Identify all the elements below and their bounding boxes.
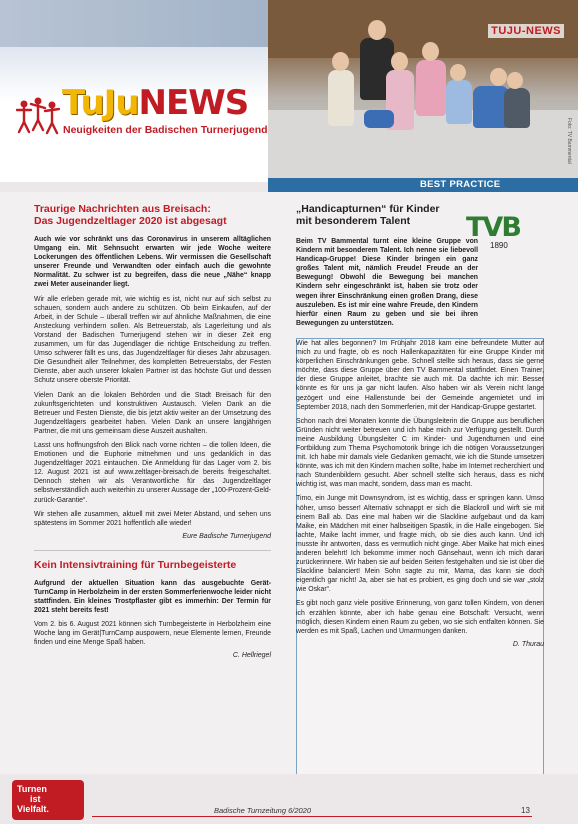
- article-headline: [34, 203, 271, 227]
- page-number: 13: [521, 806, 530, 815]
- article-lead: Beim TV Bammental turnt eine kleine Gruppe von Kindern mit besonderem Talent. Ich nenne sie liebevoll Handicap-Gruppe! Diese Kinder bringen ein ganz großes Talent mit, nämlich Freude! Freude an der Bewegung! Obwohl die Bewegung bei manchen Kindern sehr eingeschränkt ist, haben sie trotz oder wegen ihrer Einschränkung einen großen Drang, diese auszuleben. Es ist mir eine wahre Freude, den Kindern hierfür einen Raum zu geben und sie bei ihren Bewegungen zu unterstützen.: [296, 238, 478, 327]
- article-paragraph: Wie hat alles begonnen? Im Frühjahr 2018 kam eine befreundete Mutter auf mich zu und fragte, ob es noch Hallenkapazitäten für eine Gruppe Kinder mit körperlichen Einschränkungen gebe. Schnell stellte sich heraus, dass sie gerne möchte, dass diese Gruppe über den TV Bammental stattfindet. Einen Trainer, der diese Gruppe anleitet, brachte sie auch mit. Da dachte ich mir: Besser könnte es für uns ja gar nicht laufen. Also haben wir als Verein nicht lange gezögert und eine Hallenstunde bei der Gemeinde angemietet und im September 2018, nach den Sommerferien, mit der Handicap-Gruppe gestartet.: [296, 339, 544, 411]
- photo-exercise-roll: [364, 110, 394, 128]
- logo-tuju: TuJu: [62, 83, 139, 123]
- photo-floor: [268, 110, 578, 178]
- publication-title: Badische Turnzeitung 6/2020: [214, 806, 312, 815]
- logo-subtitle: Neuigkeiten der Badischen Turnerjugend: [63, 124, 268, 136]
- foot-logo-line: Turnen: [17, 784, 47, 794]
- photo-credit: Foto: TV Bammental: [566, 118, 572, 164]
- article-signature: Eure Badische Turnerjugend: [182, 532, 271, 540]
- tv-bammental-logo: [466, 214, 536, 250]
- photo-person-head: [490, 68, 507, 86]
- article-signature: C. Hellriegel: [232, 652, 271, 660]
- headline-line: „Handicapturnen“ für Kinder: [296, 203, 440, 215]
- article-lead: Auch wie vor schränkt uns das Coronavirus in unserem alltäglichen Umgang ein. Mit Sehnsucht erwarten wir jede Woche weitere Lockerungen des öffentlichen Lebens. Wir vermissen die Gesellschaft unserer Freunde und Verwandten oder einfach auch die gewohnte Normalität. Zu schwer ist zu begreifen, dass die neue „Nähe“ knapp zwei Meter auseinander liegt.: [34, 236, 271, 289]
- article-paragraph: Schon nach drei Monaten konnte die Übungsleiterin die Gruppe aus beruflichen Gründen nicht weiter betreuen und ich habe mich zur Verfügung gestellt. Durch meine Ausbildung Übungsleiter C im Kinder- und Jugendturnen und eine Fortbildung zum Thema Psychomotorik bringe ich die nötigen Voraussetzungen mit. Ich habe mir damals viele Gedanken gemacht, wie ich die Stunde umsetzen könnte, was ich mit den Kindern machen sollte, habe im Internet recherchiert und nach Stundenbildern gesucht. Aber schnell stellte sich heraus, dass es nicht wichtig ist, was man macht, sondern, dass man es macht.: [296, 417, 544, 489]
- left-column: [34, 203, 271, 669]
- tvb-mark: TVB: [466, 212, 520, 243]
- photo-person-head: [368, 20, 386, 40]
- article-paragraph: Es gibt noch ganz viele positive Erinnerung, von ganz tollen Kindern, von denen ich erzählen könnte, aber ich habe genau eine Botschaft: Versucht, wenn möglich, diesen Kindern einen Raum zu geben, wo sie sich entfalten können. Sie werden es mit Spaß, Lachen und Umarmungen danken.: [296, 600, 544, 635]
- article-signature: D. Thurau: [512, 640, 544, 648]
- right-column: [296, 203, 544, 658]
- photo-person-head: [450, 64, 466, 81]
- article-paragraph: Vielen Dank an die lokalen Behörden und die Stadt Breisach für den zukunftsgerichteten und konstruktiven Austausch. Vielen Dank an die Betreuer und Festen Dienste, die bis jetzt aktiv weiter an der Umsetzung des Jugendzeltlagers gearbeitet haben. Vielen Dank an unsere langjährigen Partner, die mit uns gemeinsam diese Auszeit aushalten.: [34, 391, 271, 435]
- photo-person-head: [332, 52, 349, 71]
- article-paragraph: Wir alle erleben gerade mit, wie wichtig es ist, nicht nur auf sich selbst zu schauen, sondern auch andere zu schützen. Ob beim Einkaufen, auf der Arbeit, in der Schule – überall treffen wir auf ähnliche Maßnahmen, die eine Ansteckung verhindern sollen. Als Betreuerstab, als Lagerleitung und als Vorstand der Badischen Turnerjugend stehen wir in dieser Zeit eng zusammen, um für das Jugendlager die richtige Entscheidung zu treffen. Umso schwerer fällt es uns, das Jugendzeltlager für dieses Jahr abzusagen. Die Gesundheit aller Teilnehmer, des kompletten Betreuerstabs, der Festen Dienste, aber auch unserer lokalen Partner ist das höchste Gut und dessen Schutz unsere oberste Priorität.: [34, 295, 271, 385]
- headline-line: Das Jugendzeltlager 2020 ist abgesagt: [34, 215, 227, 227]
- article-paragraph: Vom 2. bis 6. August 2021 können sich Turnbegeisterte in Herbolzheim eine Woche lang im Gerät|TurnCamp auspowern, neue Elemente lernen, Freunde finden und eine Menge Spaß haben.: [34, 621, 271, 647]
- tuju-news-tag: TUJU-NEWS: [488, 24, 564, 38]
- photo-person: [504, 88, 530, 128]
- section-divider: [34, 550, 271, 551]
- tvb-year: 1890: [490, 241, 508, 250]
- foot-logo-line: Vielfalt.: [17, 804, 49, 814]
- article-lead: Aufgrund der aktuellen Situation kann das ausgebuchte Gerät-TurnCamp in Herbolzheim in der ersten Sommerferienwoche leider nicht stattfinden. Ein kleines Trostpflaster gibt es immerhin: Der Termin für 2021 steht bereits fest!: [34, 579, 271, 615]
- photo-person-head: [422, 42, 439, 61]
- group-photo: [268, 0, 578, 178]
- photo-person-head: [507, 72, 523, 89]
- turnen-ist-vielfalt-logo: [12, 780, 84, 820]
- photo-person: [328, 70, 354, 126]
- article-paragraph: Wir stehen alle zusammen, aktuell mit zwei Meter Abstand, und sehen uns spätestens im Sommer 2021 hoffentlich alle wieder!: [34, 510, 271, 527]
- article-headline: Kein Intensivtraining für Turnbegeisterte: [34, 558, 237, 571]
- article-paragraph: Lasst uns hoffnungsfroh den Blick nach vorne richten – die tollen Ideen, die Emotionen und die Euphorie mitnehmen und uns gedanklich in das Jugendzeltlager 2021 eintauchen. Die Anmeldung für das Lager vom 2. bis 12. August 2021 ist auf www.zeltlager-breisach.de bereits freigeschaltet. Dennoch stehen wir als Verantwortliche für das Jugendzeltlager selbstverständlich auch weiterhin zu unserer Aussage der „100-Prozent-Geld-zurück-Garantie“.: [34, 441, 271, 504]
- logo-news: NEWS: [138, 83, 249, 123]
- foot-logo-line: ist: [30, 794, 41, 804]
- tuju-figures-icon: [16, 96, 60, 136]
- best-practice-bar: [268, 178, 578, 192]
- headline-line: mit besonderem Talent: [296, 215, 411, 227]
- headline-line: Traurige Nachrichten aus Breisach:: [34, 203, 211, 215]
- photo-person-head: [391, 52, 408, 71]
- photo-person: [416, 60, 446, 116]
- photo-person: [446, 80, 472, 124]
- tuju-news-logo: [62, 83, 249, 123]
- footer-rule: [92, 816, 532, 817]
- best-practice-label: BEST PRACTICE: [420, 179, 501, 190]
- article-paragraph: Timo, ein Junge mit Downsyndrom, ist es wichtig, dass er springen kann. Umso höher, umso besser! Alternativ schnappt er sich die Blackroll und wirft sie mit einem Ball ab. Das eine mal haben wir die Slackline aufgebaut und da kam Maike, ein Mädchen mit einer halbseitigen Spastik, in die Halle eingebogen. Sie lachte, Maike lacht immer, und fragte mich, ob sie dies auch kann. Und ich musste ihr antworten, dass es vermutlich nicht ginge. Aber Maike hat mich eines anderen belehrt! Ich bekomme immer noch Gänsehaut, wenn ich mich daran zurückerinnere. Wir haben sie auf beiden Seiten festgehalten und sie ist über die Slackline balanciert! Mein Sohn sagte zu mir, Mama, das kann sie doch eigentlich gar nicht! Ja, aber sie hat es probiert, es ging doch und sie war „stolz wie Oskar“.: [296, 495, 544, 594]
